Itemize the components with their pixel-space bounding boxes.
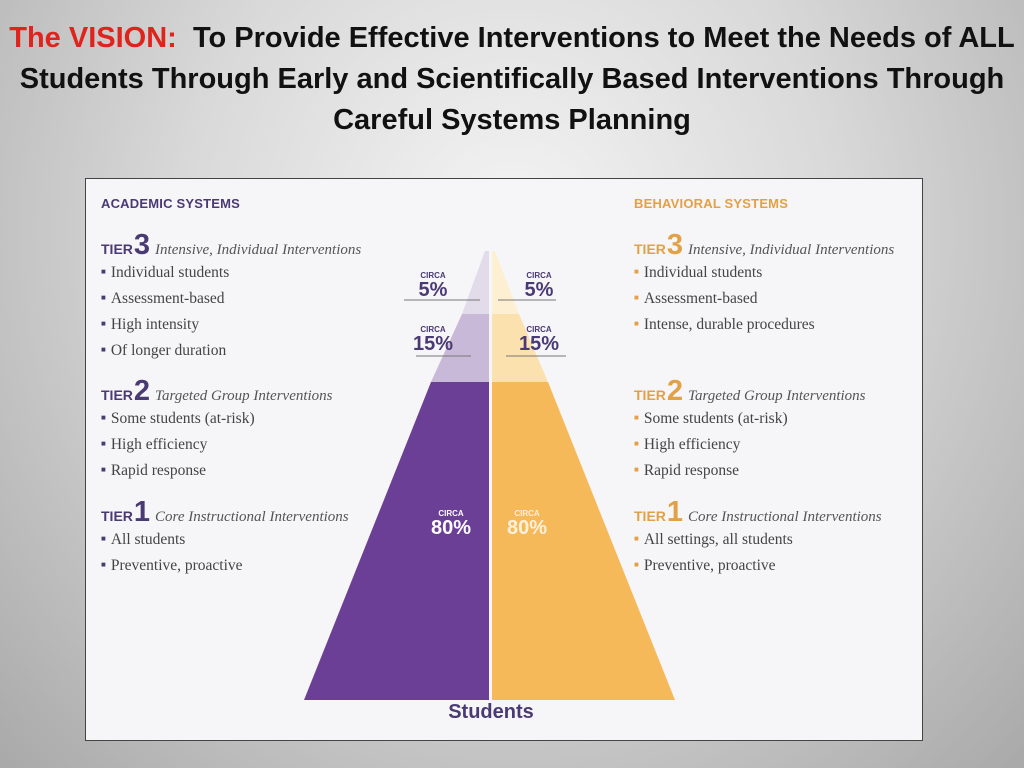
circa-label: CIRCA <box>526 271 552 280</box>
academic-tier2-pct <box>408 325 458 354</box>
tier-number: 3 <box>133 229 151 261</box>
tier-word: TIER <box>101 387 133 403</box>
tier-word: TIER <box>634 241 666 257</box>
tier-number: 1 <box>133 496 151 528</box>
list-item: ■ Preventive, proactive <box>101 554 349 580</box>
academic-tier-1 <box>101 496 349 580</box>
academic-tier3-segment <box>462 251 489 314</box>
tier-word: TIER <box>634 508 666 524</box>
list-item: ■ High intensity <box>101 313 361 339</box>
list-item: ■ Some students (at-risk) <box>101 407 333 433</box>
pct-value: 80% <box>430 517 472 539</box>
academic-tier-2 <box>101 375 333 485</box>
list-item: ■ Preventive, proactive <box>634 554 882 580</box>
circa-label: CIRCA <box>438 509 464 518</box>
list-item: ■ Individual students <box>101 261 361 287</box>
list-item: ■ High efficiency <box>101 433 333 459</box>
circa-label: CIRCA <box>420 325 446 334</box>
behavioral-heading: BEHAVIORAL SYSTEMS <box>634 196 789 211</box>
pct-value: 5% <box>524 279 554 301</box>
tier-header <box>634 375 866 407</box>
academic-tier3-pct <box>408 271 458 300</box>
behavioral-tier-1 <box>634 496 882 580</box>
tier-items <box>634 528 882 580</box>
tier-word: TIER <box>101 241 133 257</box>
tier-description: Targeted Group Interventions <box>155 388 333 404</box>
tier-items <box>634 261 894 339</box>
tier-number: 2 <box>666 375 684 407</box>
tier-description: Intensive, Individual Interventions <box>688 242 895 258</box>
circa-label: CIRCA <box>526 325 552 334</box>
list-item: ■ Some students (at-risk) <box>634 407 866 433</box>
tier-items <box>101 407 333 485</box>
pct-value: 5% <box>418 279 448 301</box>
tier-header <box>101 229 361 261</box>
academic-tier-3 <box>101 229 361 365</box>
pct-value: 15% <box>412 333 454 355</box>
circa-label: CIRCA <box>420 271 446 280</box>
list-item: ■ Rapid response <box>101 459 333 485</box>
tier-number: 1 <box>666 496 684 528</box>
behavioral-tier2-pct <box>514 325 564 354</box>
tier-items <box>101 261 361 365</box>
behavioral-tier-2 <box>634 375 866 485</box>
list-item: ■ Individual students <box>634 261 894 287</box>
list-item: ■ All settings, all students <box>634 528 882 554</box>
academic-tier1-pct <box>426 509 476 538</box>
behavioral-tier1-pct <box>502 509 552 538</box>
list-item: ■ Intense, durable procedures <box>634 313 894 339</box>
list-item: ■ High efficiency <box>634 433 866 459</box>
tier-description: Core Instructional Interventions <box>155 509 349 525</box>
tier-number: 2 <box>133 375 151 407</box>
tier-description: Intensive, Individual Interventions <box>155 242 362 258</box>
title-prefix: The VISION: <box>9 22 177 54</box>
title-text: To Provide Effective Interventions to Meet the Needs of ALL Students Through Early and Scientifically Based Interventions Through Careful Systems Planning <box>19 22 1015 136</box>
behavioral-tier3-pct <box>514 271 564 300</box>
tier-number: 3 <box>666 229 684 261</box>
tier-description: Targeted Group Interventions <box>688 388 866 404</box>
pct-value: 80% <box>506 517 548 539</box>
behavioral-tier-3 <box>634 229 894 339</box>
tier-items <box>634 407 866 485</box>
tier-word: TIER <box>634 387 666 403</box>
tier-diagram <box>85 178 923 741</box>
pct-value: 15% <box>518 333 560 355</box>
tier-header <box>634 496 882 528</box>
tier-header <box>634 229 894 261</box>
tier-word: TIER <box>101 508 133 524</box>
circa-label: CIRCA <box>514 509 540 518</box>
list-item: ■ Assessment-based <box>634 287 894 313</box>
tier-header <box>101 375 333 407</box>
list-item: ■ Assessment-based <box>101 287 361 313</box>
tier-items <box>101 528 349 580</box>
list-item: ■ Of longer duration <box>101 339 361 365</box>
students-label: Students <box>448 701 534 723</box>
list-item: ■ Rapid response <box>634 459 866 485</box>
tier-header <box>101 496 349 528</box>
tier-description: Core Instructional Interventions <box>688 509 882 525</box>
slide-title <box>0 18 1024 141</box>
list-item: ■ All students <box>101 528 349 554</box>
academic-heading: ACADEMIC SYSTEMS <box>101 196 240 211</box>
